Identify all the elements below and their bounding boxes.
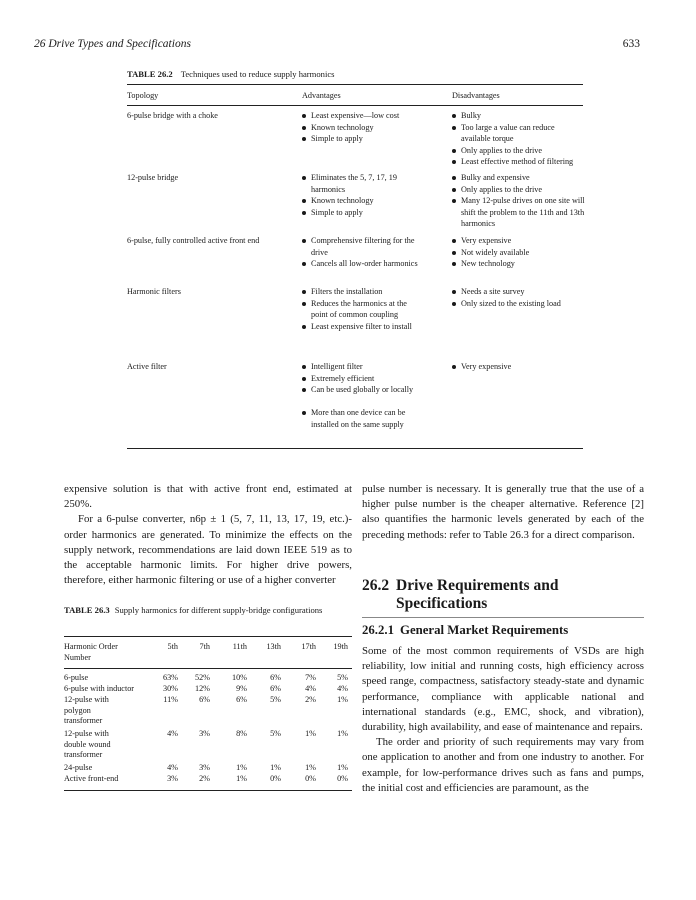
disadvantages-list (452, 286, 586, 309)
list-item: Extremely efficient (302, 373, 420, 385)
table-26-2-label: TABLE 26.2 (127, 69, 173, 79)
table-26-3-header-config: Harmonic Order Number (64, 642, 118, 662)
list-item: Least expensive filter to install (302, 321, 420, 333)
list-item: Comprehensive filtering for the drive (302, 235, 420, 258)
list-item: Reduces the harmonics at the point of common coupling (302, 298, 420, 321)
table-cell: 63% (162, 673, 178, 682)
right-column-text (362, 644, 644, 796)
table-cell: 6% (236, 695, 247, 704)
left-column-text (64, 482, 352, 588)
table-26-3-header-rule (64, 668, 352, 669)
table-26-2-header-topology: Topology (127, 91, 159, 100)
list-item: Needs a site survey (452, 286, 586, 298)
list-item: More than one device can be installed on the same supply (302, 407, 420, 430)
table-cell: 10% (231, 673, 247, 682)
list-item: New technology (452, 258, 586, 270)
table-row: 12-pulse with double wound transformer (64, 729, 111, 759)
paragraph: Some of the most common requirements of VSDs are high reliability, low initial and running costs, high efficiency across speed range, compactness, satisfactory steady-state and dynamic performance, compliance with applicable national and international standards (e.g., EMC, shock, and vibration), durability, high availability, and ease of maintenance and repairs. (362, 645, 644, 734)
section-number: 26.2 (362, 577, 390, 594)
table-26-3-header-5th: 5th (167, 642, 178, 651)
advantages-list (302, 110, 420, 145)
list-item: Eliminates the 5, 7, 17, 19 harmonics (302, 172, 420, 195)
table-row: Harmonic filters (127, 287, 181, 296)
table-26-3-header-11th: 11th (232, 642, 247, 651)
advantages-list (302, 172, 420, 218)
table-cell: 3% (199, 763, 210, 772)
paragraph: For a 6-pulse converter, n6p ± 1 (5, 7, 11, 13, 17, 19, etc.)-order harmonics are generated. To minimize the effects on the supply network, recommendations are laid down IEEE 519 as to the acceptable harmonic limits. For higher drive powers, therefore, either harmonic filtering or use of a higher converter (64, 513, 352, 587)
table-26-3-header-13th: 13th (266, 642, 281, 651)
paragraph: expensive solution is that with active front end, estimated at 250%. (64, 483, 352, 511)
list-item: Cancels all low-order harmonics (302, 258, 420, 270)
advantages-list (302, 286, 420, 332)
table-26-3-header-17th: 17th (301, 642, 316, 651)
list-item: Many 12-pulse drives on one site will shift the problem to the 11th and 13th harmonics (452, 195, 586, 230)
section-heading (362, 577, 644, 613)
table-cell: 7% (305, 673, 316, 682)
list-item: Intelligent filter (302, 361, 420, 373)
advantages-list (302, 361, 420, 430)
list-item: Bulky (452, 110, 586, 122)
table-cell: 9% (236, 684, 247, 693)
list-item: Very expensive (452, 235, 586, 247)
section-rule (362, 617, 644, 618)
table-row: 24-pulse (64, 763, 93, 772)
disadvantages-list (452, 361, 586, 373)
paragraph: The order and priority of such requirements may vary from one application to another and from one industry to another. For example, for low-performance drives such as fans and pumps, the initial cost and efficiencies are paramount, as the (362, 736, 644, 794)
list-item: Bulky and expensive (452, 172, 586, 184)
table-26-2-caption (127, 69, 335, 79)
disadvantages-list (452, 235, 586, 270)
list-item: Simple to apply (302, 207, 420, 219)
table-26-3-caption-text: Supply harmonics for different supply-bridge configurations (114, 605, 323, 615)
table-cell: 1% (236, 774, 247, 783)
table-cell: 30% (162, 684, 178, 693)
table-26-3-header-7th: 7th (199, 642, 210, 651)
table-row: 6-pulse (64, 673, 89, 682)
list-item: Only applies to the drive (452, 145, 586, 157)
table-cell: 4% (167, 763, 178, 772)
table-cell: 4% (337, 684, 348, 693)
list-item: Very expensive (452, 361, 586, 373)
table-cell: 5% (337, 673, 348, 682)
page-number: 633 (622, 38, 640, 50)
table-26-3-caption (64, 605, 352, 617)
right-column-intro (362, 482, 644, 543)
table-cell: 1% (270, 763, 281, 772)
table-26-2-caption-text: Techniques used to reduce supply harmonics (180, 69, 335, 79)
table-cell: 12% (194, 684, 210, 693)
section-title: Drive Requirements and Specifications (396, 577, 559, 612)
table-26-2-header-rule (127, 105, 583, 106)
table-row: 12-pulse with polygon transformer (64, 695, 109, 725)
list-item: Not widely available (452, 247, 586, 259)
table-row: 6-pulse, fully controlled active front end (127, 236, 260, 245)
table-cell: 0% (305, 774, 316, 783)
table-cell: 5% (270, 695, 281, 704)
table-row: 6-pulse with inductor (64, 684, 135, 693)
running-header-chapter: 26 Drive Types and Specifications (34, 38, 191, 50)
table-cell: 1% (305, 763, 316, 772)
table-26-2-bottom-rule (127, 448, 583, 449)
list-item: Too large a value can reduce available torque (452, 122, 586, 145)
table-cell: 4% (167, 729, 178, 738)
table-cell: 6% (199, 695, 210, 704)
list-item: Least expensive—low cost (302, 110, 420, 122)
table-row: Active front-end (64, 774, 119, 783)
table-cell: 6% (270, 684, 281, 693)
table-cell: 5% (270, 729, 281, 738)
table-cell: 6% (270, 673, 281, 682)
table-cell: 3% (167, 774, 178, 783)
list-item: Only applies to the drive (452, 184, 586, 196)
table-cell: 0% (337, 774, 348, 783)
table-26-3-bottom-rule (64, 790, 352, 791)
table-26-2-header-disadvantages: Disadvantages (452, 91, 500, 100)
table-cell: 3% (199, 729, 210, 738)
table-cell: 1% (236, 763, 247, 772)
subsection-title: General Market Requirements (400, 623, 569, 637)
list-item: Least effective method of filtering (452, 156, 586, 168)
disadvantages-list (452, 172, 586, 230)
list-item: Known technology (302, 122, 420, 134)
paragraph: pulse number is necessary. It is generally true that the use of a higher pulse number is the cheaper alternative. Reference [2] also quantifies the harmonic levels generated by each of the preceding methods: refer to Table 26.3 for a direct comparison. (362, 483, 644, 541)
list-item: Only sized to the existing load (452, 298, 586, 310)
disadvantages-list (452, 110, 586, 168)
table-row: Active filter (127, 362, 167, 371)
table-cell: 4% (305, 684, 316, 693)
table-row: 6-pulse bridge with a choke (127, 111, 218, 120)
table-cell: 0% (270, 774, 281, 783)
table-26-3-label: TABLE 26.3 (64, 605, 110, 615)
table-cell: 1% (337, 763, 348, 772)
list-item: Filters the installation (302, 286, 420, 298)
list-item: Simple to apply (302, 133, 420, 145)
table-cell: 2% (305, 695, 316, 704)
table-cell: 1% (337, 695, 348, 704)
advantages-list (302, 235, 420, 270)
table-cell: 2% (199, 774, 210, 783)
table-cell: 8% (236, 729, 247, 738)
table-cell: 11% (163, 695, 178, 704)
table-cell: 1% (305, 729, 316, 738)
table-26-2-header-advantages: Advantages (302, 91, 341, 100)
subsection-number: 26.2.1 (362, 623, 394, 637)
subsection-heading (362, 623, 568, 638)
table-26-3-top-rule (64, 636, 352, 637)
list-item: Known technology (302, 195, 420, 207)
table-26-3-header-19th: 19th (333, 642, 348, 651)
table-cell: 52% (194, 673, 210, 682)
table-26-2-top-rule (127, 84, 583, 85)
table-row: 12-pulse bridge (127, 173, 179, 182)
list-item: Can be used globally or locally (302, 384, 420, 396)
table-cell: 1% (337, 729, 348, 738)
